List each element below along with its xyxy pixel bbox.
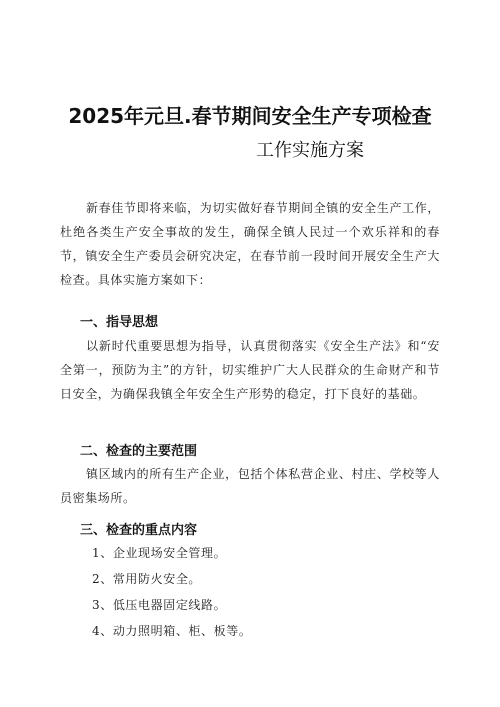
list-item: 4、动力照明箱、柜、板等。	[92, 624, 252, 638]
section-heading-guiding-ideology: 一、指导思想	[80, 315, 159, 330]
list-item: 2、常用防火安全。	[92, 572, 202, 586]
list-item: 1、企业现场安全管理。	[92, 546, 227, 560]
list-item: 3、低压电器固定线路。	[92, 598, 227, 612]
section-heading-key-content: 三、检查的重点内容	[80, 523, 198, 538]
document-title: 2025年元旦.春节期间安全生产专项检查	[68, 104, 432, 128]
document-subtitle: 工作实施方案	[256, 140, 364, 161]
section-heading-inspection-scope: 二、检查的主要范围	[80, 444, 198, 459]
key-content-list	[92, 540, 442, 644]
section-body-inspection-scope: 镇区域内的所有生产企业，包括个体私营企业、村庄、学校等人员密集场所。	[60, 467, 440, 505]
intro-paragraph: 新春佳节即将来临，为切实做好春节期间全镇的安全生产工作，杜绝各类生产安全事故的发生，确保全镇人民过一个欢乐祥和的春节，镇安全生产委员会研究决定，在春节前一段时间开展安全生产大检查。具体实施方案如下：	[60, 201, 440, 287]
section-body-guiding-ideology: 以新时代重要思想为指导，认真贯彻落实《安全生产法》和“安全第一，预防为主”的方针，切实维护广大人民群众的生命财产和节日安全，为确保我镇全年安全生产形势的稳定，打下良好的基础。	[60, 339, 440, 401]
